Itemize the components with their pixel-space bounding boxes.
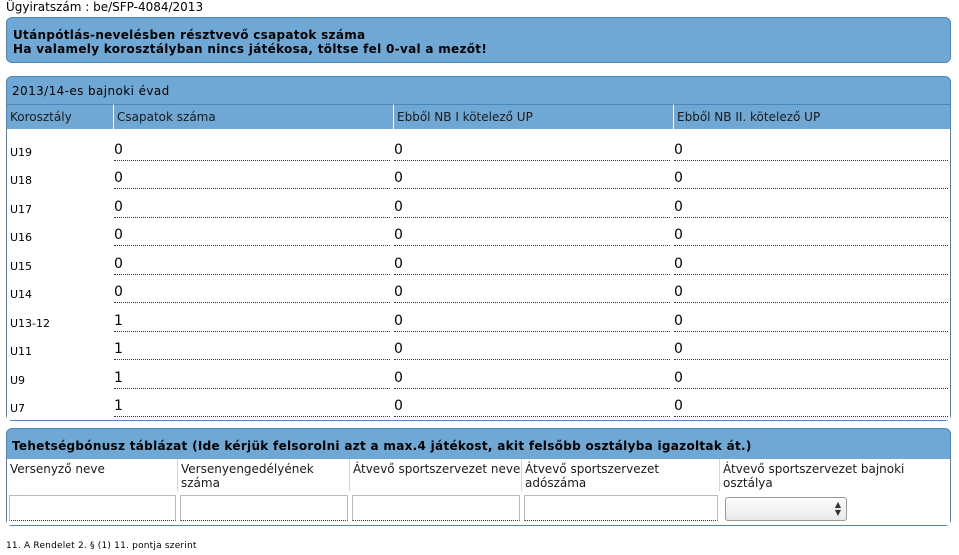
team-count-input[interactable]: 0 xyxy=(114,167,390,189)
license-number-input[interactable] xyxy=(180,495,348,521)
nb2-up-input[interactable]: 0 xyxy=(674,224,948,246)
nb2-up-input[interactable]: 0 xyxy=(674,196,948,218)
nb1-up-input[interactable]: 0 xyxy=(394,139,670,161)
team-count-input[interactable]: 1 xyxy=(114,395,390,417)
header-receiving-club-tax-number: Átvevő sportszervezet adószáma xyxy=(522,459,720,491)
age-group-label: U17 xyxy=(10,202,33,216)
header-receiving-club-name: Átvevő sportszervezet neve xyxy=(350,459,522,491)
talent-bonus-title: Tehetségbónusz táblázat (Ide kérjük felsorolni azt a max.4 játékost, akit felsőbb osztályba igazoltak át.) xyxy=(12,439,752,453)
nb1-up-input[interactable]: 0 xyxy=(394,253,670,275)
header-nb1-up: Ebből NB I kötelező UP xyxy=(394,104,674,129)
select-arrows-icon: ▲ ▼ xyxy=(834,500,841,517)
season-row xyxy=(7,334,950,363)
team-count-input[interactable]: 0 xyxy=(114,224,390,246)
nb1-up-input[interactable]: 0 xyxy=(394,281,670,303)
nb1-up-input[interactable]: 0 xyxy=(394,224,670,246)
document-id: Ügyiratszám : be/SFP-4084/2013 xyxy=(6,0,204,14)
header-player-name: Versenyző neve xyxy=(7,459,178,491)
season-table xyxy=(7,104,950,420)
team-count-input[interactable]: 1 xyxy=(114,310,390,332)
team-count-input[interactable]: 1 xyxy=(114,338,390,360)
age-group-label: U7 xyxy=(10,402,26,415)
talent-bonus-panel xyxy=(6,428,951,526)
nb1-up-input[interactable]: 0 xyxy=(394,338,670,360)
season-row xyxy=(7,362,950,391)
age-group-label: U18 xyxy=(10,174,33,187)
season-row xyxy=(7,277,950,306)
season-row xyxy=(7,248,950,277)
season-title: 2013/14-es bajnoki évad xyxy=(12,84,170,98)
season-row xyxy=(7,134,950,163)
season-row xyxy=(7,191,950,220)
receiving-club-name-input[interactable] xyxy=(352,495,520,521)
header-team-count: Csapatok száma xyxy=(114,104,394,129)
footnote: 11. A Rendelet 2. § (1) 11. pontja szerint xyxy=(6,541,197,551)
nb2-up-input[interactable]: 0 xyxy=(674,139,948,161)
age-group-label: U11 xyxy=(10,345,33,358)
nb1-up-input[interactable]: 0 xyxy=(394,395,670,417)
season-row xyxy=(7,163,950,192)
nb2-up-input[interactable]: 0 xyxy=(674,310,948,332)
team-count-input[interactable]: 0 xyxy=(114,253,390,275)
header-age-group: Korosztály xyxy=(7,104,114,129)
notice-title: Utánpótlás-nevelésben résztvevő csapatok száma xyxy=(13,28,366,42)
age-group-label: U9 xyxy=(10,373,26,387)
nb2-up-input[interactable]: 0 xyxy=(674,367,948,389)
header-nb2-up: Ebből NB II. kötelező UP xyxy=(674,104,950,129)
age-group-label: U13-12 xyxy=(10,316,51,330)
nb2-up-input[interactable]: 0 xyxy=(674,281,948,303)
season-panel xyxy=(6,76,951,421)
age-group-label: U14 xyxy=(10,288,33,301)
header-license-number: Versenyengedélyének száma xyxy=(178,459,350,491)
team-count-input[interactable]: 0 xyxy=(114,281,390,303)
age-group-label: U19 xyxy=(10,145,33,159)
team-count-input[interactable]: 0 xyxy=(114,139,390,161)
nb1-up-input[interactable]: 0 xyxy=(394,167,670,189)
nb1-up-input[interactable]: 0 xyxy=(394,196,670,218)
receiving-club-tax-number-input[interactable] xyxy=(524,495,718,521)
nb2-up-input[interactable]: 0 xyxy=(674,395,948,417)
age-group-label: U15 xyxy=(10,259,33,273)
team-count-input[interactable]: 0 xyxy=(114,196,390,218)
nb2-up-input[interactable]: 0 xyxy=(674,338,948,360)
nb1-up-input[interactable]: 0 xyxy=(394,310,670,332)
season-row xyxy=(7,391,950,420)
age-group-label: U16 xyxy=(10,231,33,244)
division-select[interactable] xyxy=(725,497,847,521)
team-count-input[interactable]: 1 xyxy=(114,367,390,389)
talent-bonus-table xyxy=(7,459,950,525)
season-row xyxy=(7,220,950,249)
notice-instruction: Ha valamely korosztályban nincs játékosa, töltse fel 0-val a mezőt! xyxy=(13,42,488,56)
nb1-up-input[interactable]: 0 xyxy=(394,367,670,389)
player-name-input[interactable] xyxy=(9,495,176,521)
notice-panel xyxy=(6,17,951,63)
season-row xyxy=(7,305,950,334)
header-receiving-club-division: Átvevő sportszervezet bajnoki osztálya xyxy=(723,462,905,490)
nb2-up-input[interactable]: 0 xyxy=(674,253,948,275)
nb2-up-input[interactable]: 0 xyxy=(674,167,948,189)
